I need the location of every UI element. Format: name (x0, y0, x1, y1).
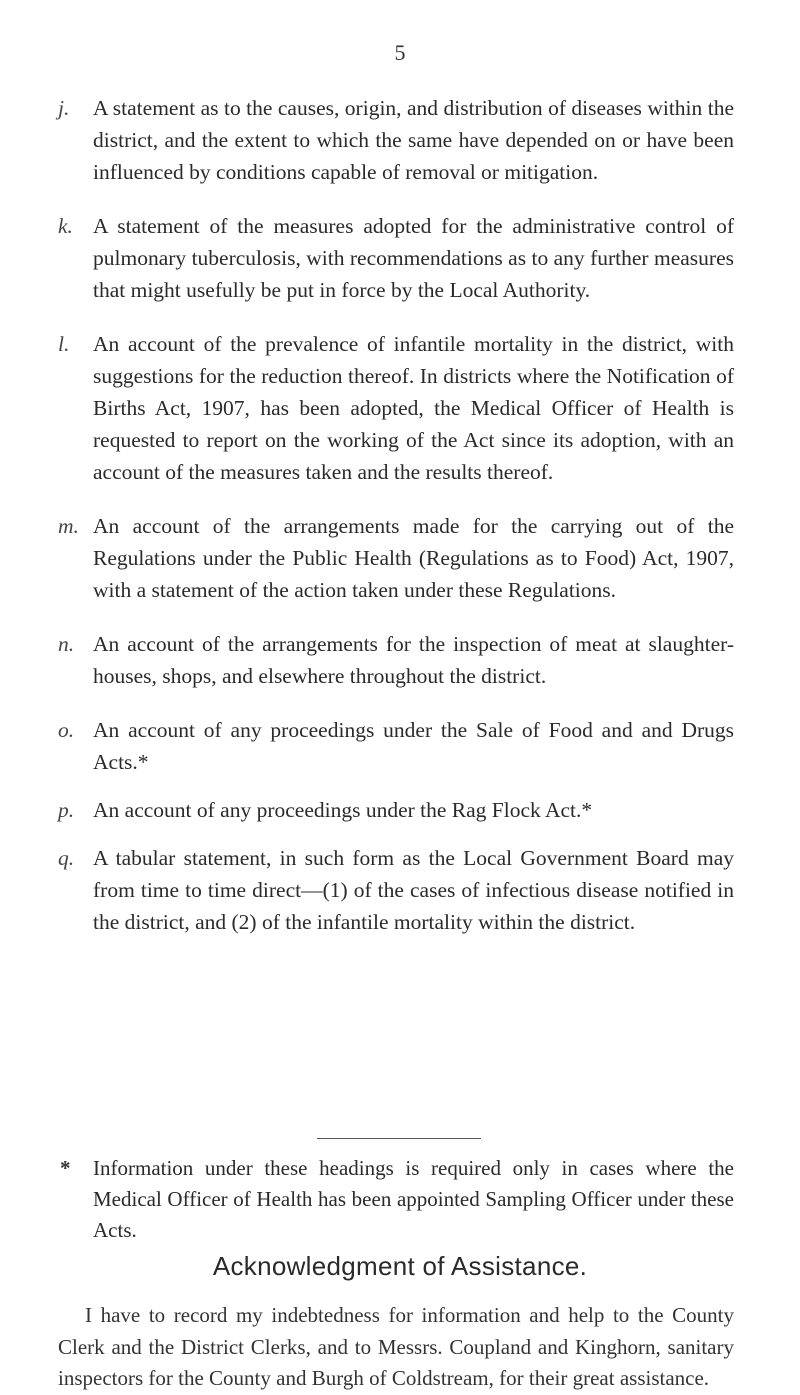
footnote-marker: * (60, 1156, 71, 1180)
list-item-m (58, 510, 734, 606)
acknowledgment-paragraph: I have to record my indebtedness for information and help to the County Clerk and the District Clerks, and to Messrs. Coupland and Kinghorn, sanitary inspectors for the County and Burgh of Coldstream, for their great assistance. (58, 1303, 734, 1390)
item-text: A statement of the measures adopted for the administrative control of pulmonary tuberculosis, with recommendations as to any further measures that might usefully be put in force by the Local Authority. (93, 214, 734, 302)
item-letter: q. (58, 846, 75, 870)
item-text: A statement as to the causes, origin, and distribution of diseases within the district, and the extent to which the same have depended on or have been influenced by conditions capable of removal or mitigation. (93, 96, 734, 184)
item-letter: k. (58, 214, 73, 238)
list-item-n (58, 628, 734, 692)
item-text: An account of the arrangements made for the carrying out of the Regulations under the Public Health (Regulations as to Food) Act, 1907, with a statement of the action taken under these Regulations. (93, 514, 734, 602)
list-item-q (58, 842, 734, 938)
item-letter: j. (58, 96, 70, 120)
page-number: 5 (394, 40, 406, 65)
footnote-text: Information under these headings is required only in cases where the Medical Officer of Health has been appointed Sampling Officer under these Acts. (93, 1156, 734, 1242)
list-item-p (58, 794, 734, 826)
item-text: A tabular statement, in such form as the Local Government Board may from time to time direct—(1) of the cases of infectious disease notified in the district, and (2) of the infantile mortality within the district. (93, 846, 734, 934)
footnote-divider (317, 1138, 481, 1139)
item-text: An account of any proceedings under the Rag Flock Act.* (93, 798, 593, 822)
item-text: An account of the arrangements for the inspection of meat at slaughter-houses, shops, and elsewhere throughout the district. (93, 632, 734, 688)
footnote (58, 1153, 734, 1246)
list-item-k (58, 210, 734, 306)
item-text: An account of any proceedings under the Sale of Food and and Drugs Acts.* (93, 718, 734, 774)
item-letter: l. (58, 332, 70, 356)
item-letter: m. (58, 514, 79, 538)
list-item-o (58, 714, 734, 778)
list-item-l (58, 328, 734, 488)
section-heading: Acknowledgment of Assistance. (212, 1251, 588, 1281)
item-letter: o. (58, 718, 75, 742)
item-letter: p. (58, 798, 75, 822)
list-item-j (58, 92, 734, 188)
item-letter: n. (58, 632, 75, 656)
requirements-list (58, 92, 734, 960)
item-text: An account of the prevalence of infantile mortality in the district, with suggestions for the reduction thereof. In districts where the Notification of Births Act, 1907, has been adopted, the Medical Officer of Health is requested to report on the working of the Act since its adoption, with an account of the measures taken and the results thereof. (93, 332, 734, 484)
